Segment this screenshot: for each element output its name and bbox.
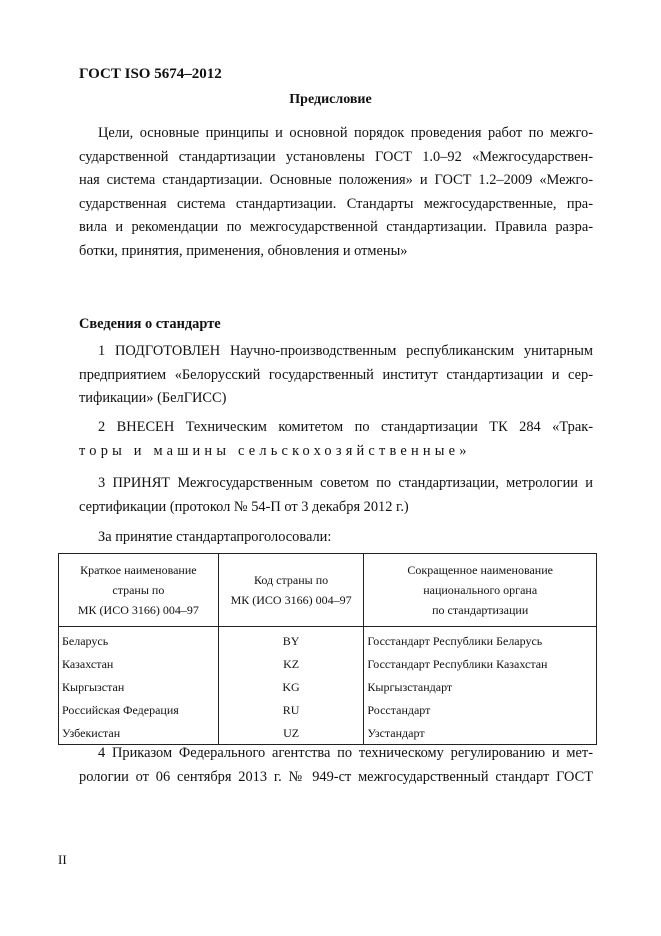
table-row	[59, 627, 597, 653]
item-line: 4 Приказом Федерального агентства по техническому регулированию и мет-	[98, 745, 593, 761]
table-row	[59, 698, 597, 721]
preface-line: ная система стандартизации. Основные положения» и ГОСТ 1.2–2009 «Межго-	[79, 172, 593, 188]
country-cell: Кыргызстан	[59, 675, 219, 698]
body-cell: Росстандарт	[364, 698, 597, 721]
item-line: 2 ВНЕСЕН Техническим комитетом по стандартизации ТК 284 «Трак-	[98, 419, 593, 435]
table-row	[59, 652, 597, 675]
vote-intro: За принятие стандартапроголосовали:	[98, 529, 332, 545]
item-1	[79, 340, 593, 411]
table-row	[59, 721, 597, 745]
column-header-code: Код страны по МК (ИСО 3166) 004–97	[218, 554, 364, 627]
document-code: ГОСТ ISO 5674–2012	[79, 66, 222, 82]
page-number: II	[58, 852, 67, 867]
code-cell: KG	[218, 675, 364, 698]
country-cell: Узбекистан	[59, 721, 219, 745]
preface-line: вила и рекомендации по межгосударственной стандартизации. Правила разра-	[79, 219, 593, 235]
body-cell: Узстандарт	[364, 721, 597, 745]
voting-table	[58, 553, 597, 745]
column-header-body: Сокращенное наименование национального органа по стандартизации	[364, 554, 597, 627]
code-cell: UZ	[218, 721, 364, 745]
table-row	[59, 675, 597, 698]
body-cell: Госстандарт Республики Казахстан	[364, 652, 597, 675]
item-line: предприятием «Белорусский государственный институт стандартизации и сер-	[79, 366, 593, 383]
item-3	[79, 472, 593, 519]
body-cell: Кыргызстандарт	[364, 675, 597, 698]
item-line: 1 ПОДГОТОВЛЕН Научно-производственным республиканским унитарным	[98, 343, 593, 359]
section-heading: Сведения о стандарте	[79, 316, 221, 332]
item-line: торы и машины сельскохозяйственные»	[79, 442, 471, 459]
preface-line: сударственной стандартизации установлены ГОСТ 1.0–92 «Межгосударствен-	[79, 148, 593, 165]
preface-line: сударственная система стандартизации. Стандарты межгосударственные, пра-	[79, 195, 593, 212]
country-cell: Беларусь	[59, 627, 219, 653]
item-2	[79, 416, 593, 463]
item-4	[79, 742, 593, 789]
code-cell: BY	[218, 627, 364, 653]
item-line: рологии от 06 сентября 2013 г. № 949-ст межгосударственный стандарт ГОСТ	[79, 768, 593, 785]
column-header-country: Краткое наименование страны по МК (ИСО 3166) 004–97	[59, 554, 219, 627]
code-cell: KZ	[218, 652, 364, 675]
country-cell: Казахстан	[59, 652, 219, 675]
table-header-row	[59, 554, 597, 627]
preface-text	[79, 122, 593, 263]
item-line: 3 ПРИНЯТ Межгосударственным советом по стандартизации, метрологии и	[98, 475, 593, 491]
code-cell: RU	[218, 698, 364, 721]
country-cell: Российская Федерация	[59, 698, 219, 721]
item-line: сертификации (протокол № 54-П от 3 декабря 2012 г.)	[79, 498, 409, 515]
page-title: Предисловие	[289, 92, 372, 107]
body-cell: Госстандарт Республики Беларусь	[364, 627, 597, 653]
preface-line: Цели, основные принципы и основной порядок проведения работ по межго-	[98, 125, 593, 141]
preface-line: ботки, принятия, применения, обновления и отмены»	[79, 242, 408, 259]
item-line: тификации» (БелГИСС)	[79, 390, 227, 406]
